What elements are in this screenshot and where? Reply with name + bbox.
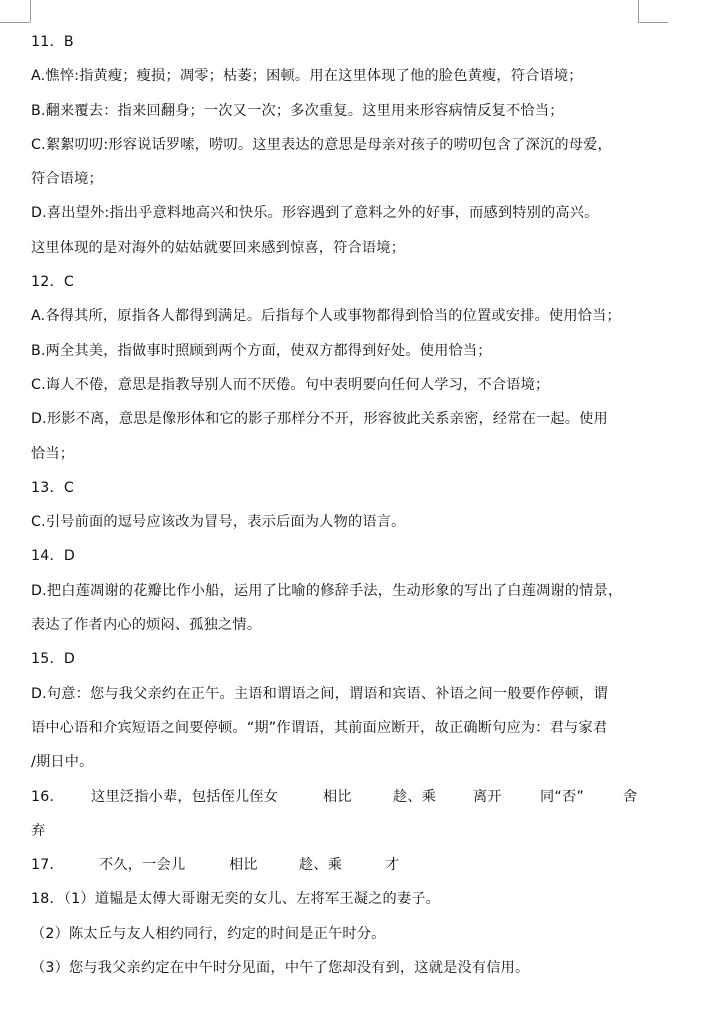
crop-mark-left-horizontal bbox=[0, 22, 30, 23]
q12-option-a: A.各得其所，原指各人都得到满足。后指每个人或事物都得到恰当的位置或安排。使用恰当； bbox=[31, 308, 621, 325]
q18-line3: （3）您与我父亲约定在中午时分见面，中午了您却没有到，这就是没有信用。 bbox=[31, 960, 530, 977]
q15-option-d-line3: /期日中。 bbox=[31, 754, 94, 771]
q11-option-c-line2: 符合语境； bbox=[31, 171, 103, 188]
q13-heading: 13．C bbox=[31, 479, 74, 496]
q12-heading: 12．C bbox=[31, 274, 74, 291]
q14-option-d-line1: D.把白莲凋谢的花瓣比作小船，运用了比喻的修辞手法，生动形象的写出了白莲凋谢的情景， bbox=[31, 582, 623, 599]
q17-number: 17． bbox=[31, 857, 64, 874]
q11-option-d-line1: D.喜出望外:指出乎意料地高兴和快乐。形容遇到了意料之外的好事，而感到特别的高兴。 bbox=[31, 205, 599, 222]
q14-heading: 14．D bbox=[31, 548, 75, 565]
q11-option-d-line2: 这里体现的是对海外的姑姑就要回来感到惊喜，符合语境； bbox=[31, 239, 406, 256]
q16-answer-5: 同“否” bbox=[540, 788, 584, 805]
q16-answer-1: 这里泛指小辈，包括侄儿侄女 bbox=[91, 788, 279, 805]
q16-answer-3: 趁、乘 bbox=[393, 788, 437, 805]
q14-option-d-line2: 表达了作者内心的烦闷、孤独之情。 bbox=[31, 617, 262, 634]
q11-option-c-line1: C.絮絮叨叨:形容说话罗嗦，唠叨。这里表达的意思是母亲对孩子的唠叨包含了深沉的母爱， bbox=[31, 136, 612, 153]
crop-mark-right-horizontal bbox=[638, 22, 668, 23]
q17-answer-4: 才 bbox=[385, 857, 400, 874]
q16-answer-6-continued: 弃 bbox=[31, 822, 46, 839]
q16-answers bbox=[31, 786, 691, 820]
q16-answer-4: 离开 bbox=[473, 788, 502, 805]
q16-answer-6: 舍 bbox=[623, 788, 638, 805]
q16-number: 16． bbox=[31, 788, 64, 805]
q11-option-b: B.翻来覆去：指来回翻身；一次又一次；多次重复。这里用来形容病情反复不恰当； bbox=[31, 102, 564, 119]
q13-option-c: C.引号前面的逗号应该改为冒号，表示后面为人物的语言。 bbox=[31, 514, 406, 531]
crop-mark-left-vertical bbox=[30, 0, 31, 22]
q12-option-c: C.诲人不倦，意思是指教导别人而不厌倦。句中表明要向任何人学习，不合语境； bbox=[31, 376, 550, 393]
q17-answers bbox=[31, 854, 691, 888]
q17-answer-2: 相比 bbox=[229, 857, 258, 874]
q12-option-b: B.两全其美，指做事时照顾到两个方面，使双方都得到好处。使用恰当； bbox=[31, 342, 492, 359]
q15-option-d-line2: 语中心语和介宾短语之间要停顿。“期”作谓语，其前面应断开，故正确断句应为：君与家君 bbox=[31, 719, 608, 736]
q15-heading: 15．D bbox=[31, 651, 75, 668]
q15-option-d-line1: D.句意：您与我父亲约在正午。主语和谓语之间，谓语和宾语、补语之间一般要作停顿，谓 bbox=[31, 685, 608, 702]
q18-line1: 18．（1）道韫是太傅大哥谢无奕的女儿、左将军王凝之的妻子。 bbox=[31, 891, 441, 908]
q11-heading: 11．B bbox=[31, 34, 74, 50]
q17-answer-3: 趁、乘 bbox=[299, 857, 343, 874]
q11-option-a: A.憔悴:指黄瘦；瘦损；凋零；枯萎；困顿。用在这里体现了他的脸色黄瘦，符合语境； bbox=[31, 68, 583, 85]
q18-line2: （2）陈太丘与友人相约同行，约定的时间是正午时分。 bbox=[31, 925, 386, 942]
q16-answer-2: 相比 bbox=[323, 788, 352, 805]
crop-mark-right-vertical bbox=[638, 0, 639, 22]
q12-option-d-line2: 恰当； bbox=[31, 445, 75, 462]
q12-option-d-line1: D.形影不离，意思是像形体和它的影子那样分不开，形容彼此关系亲密，经常在一起。使用 bbox=[31, 411, 608, 428]
q17-answer-1: 不久，一会儿 bbox=[99, 857, 186, 874]
answer-document bbox=[31, 31, 691, 991]
